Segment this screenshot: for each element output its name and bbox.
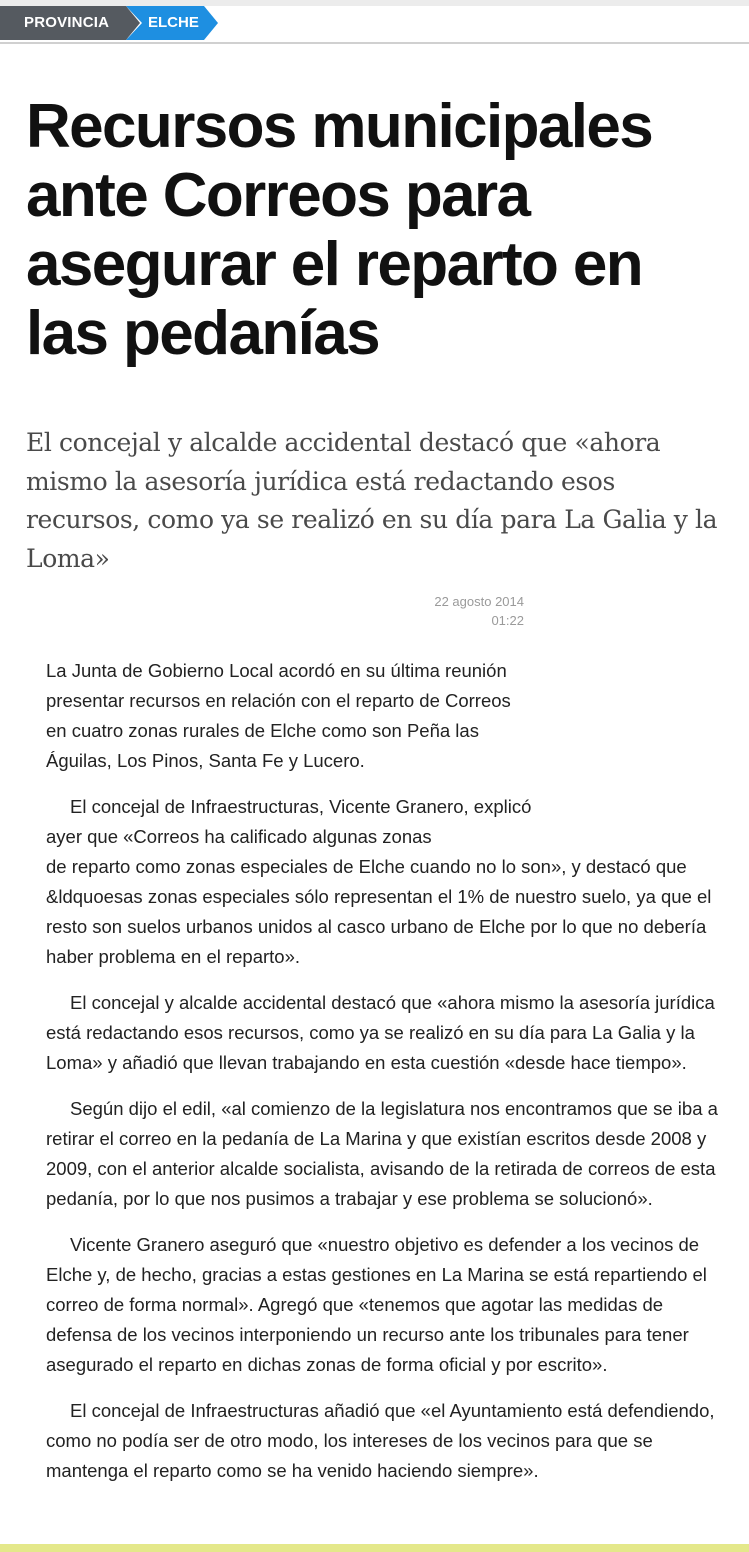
breadcrumb: [0, 6, 749, 44]
article-paragraph: El concejal y alcalde accidental destacó que «ahora mismo la asesoría jurídica está redactando esos recursos, como ya se realizó en su día para La Galia y la Loma» y añadió que llevan trabajando en esta cuestión «desde hace tiempo».: [46, 992, 715, 1073]
article-paragraph: Vicente Granero aseguró que «nuestro objetivo es defender a los vecinos de Elche y, de hecho, gracias a estas gestiones en La Marina se está repartiendo el correo de forma normal». Agregó que «tenemos que agotar las medidas de defensa de los vecinos interponiendo un recurso ante los tribunales para tener asegurado el reparto en dichas zonas de forma oficial y por escrito».: [46, 1234, 707, 1375]
article-paragraph: Según dijo el edil, «al comienzo de la legislatura nos encontramos que se iba a retirar el correo en la pedanía de La Marina y que existían escritos desde 2008 y 2009, con el anterior alcalde socialista, avisando de la retirada de correos de esta pedanía, por lo que nos pusimos a trabajar y ese problema se solucionó».: [46, 1098, 718, 1209]
article-paragraph: La Junta de Gobierno Local acordó en su última reunión presentar recursos en relación con el reparto de Correos en cuatro zonas rurales de Elche como son Peña las Águilas, Los Pinos, Santa Fe y Lucero.: [46, 660, 511, 771]
article-paragraph: de reparto como zonas especiales de Elche cuando no lo son», y destacó que &ldquoesas zonas especiales sólo representan el 1% de nuestro suelo, ya que el resto son suelos urbanos unidos al casco urbano de Elche por lo que no debería haber problema en el reparto».: [46, 856, 712, 967]
article-paragraph: El concejal de Infraestructuras, Vicente Granero, explicó ayer que «Correos ha calificado algunas zonas: [46, 796, 532, 847]
article-subtitle: El concejal y alcalde accidental destacó que «ahora mismo la asesoría jurídica está redactando esos recursos, como ya se realizó en su día para La Galia y la Loma»: [26, 428, 718, 573]
article-time: 01:22: [491, 613, 524, 628]
bottom-bar: [0, 1544, 749, 1552]
article-body: [46, 656, 726, 1502]
article-paragraph: El concejal de Infraestructuras añadió que «el Ayuntamiento está defendiendo, como no podía ser de otro modo, los intereses de los vecinos para que se mantenga el reparto como se ha venido haciendo siempre».: [46, 1400, 715, 1481]
article-title: Recursos municipales ante Correos para asegurar el reparto en las pedanías: [26, 92, 653, 368]
breadcrumb-section-link[interactable]: PROVINCIA: [0, 6, 126, 40]
article-date: 22 agosto 2014: [434, 594, 524, 609]
breadcrumb-city-link[interactable]: ELCHE: [126, 6, 204, 40]
article-dateline: [300, 592, 524, 630]
